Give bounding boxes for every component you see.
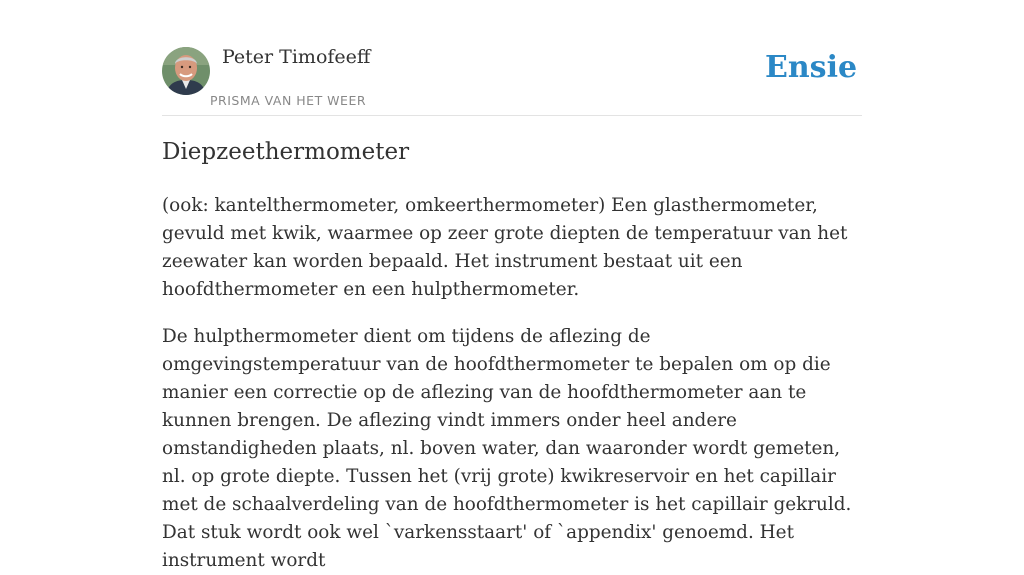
brand-logo[interactable]: Ensie	[765, 50, 858, 85]
article-title: Diepzeethermometer	[162, 139, 410, 165]
article-paragraph: De hulpthermometer dient om tijdens de aflezing de omgevingstemperatuur van de hoofdthermometer te bepalen om op die manier een correctie op de aflezing van de hoofdthermometer aan te kunnen brengen. De aflezing vindt immers onder heel andere omstandigheden plaats, nl. boven water, dan waaronder wordt gemeten, nl. op grote diepte. Tussen het (vrij grote) kwikreservoir en het capillair met de schaalverdeling van de hoofdthermometer is het capillair gekruld. Dat stuk wordt ook wel `varkensstaart' of `appendix' genoemd. Het instrument wordt	[162, 326, 852, 571]
author-avatar[interactable]	[162, 47, 210, 95]
publication-name[interactable]: PRISMA VAN HET WEER	[210, 93, 367, 108]
avatar-photo	[162, 47, 210, 95]
article-paragraph: (ook: kantelthermometer, omkeerthermometer) Een glasthermometer, gevuld met kwik, waarmee op zeer grote diepten de temperatuur van het zeewater kan worden bepaald. Het instrument bestaat uit een hoofdthermometer en een hulpthermometer.	[162, 195, 848, 300]
header-divider	[162, 115, 862, 116]
author-name[interactable]: Peter Timofeeff	[222, 46, 371, 68]
